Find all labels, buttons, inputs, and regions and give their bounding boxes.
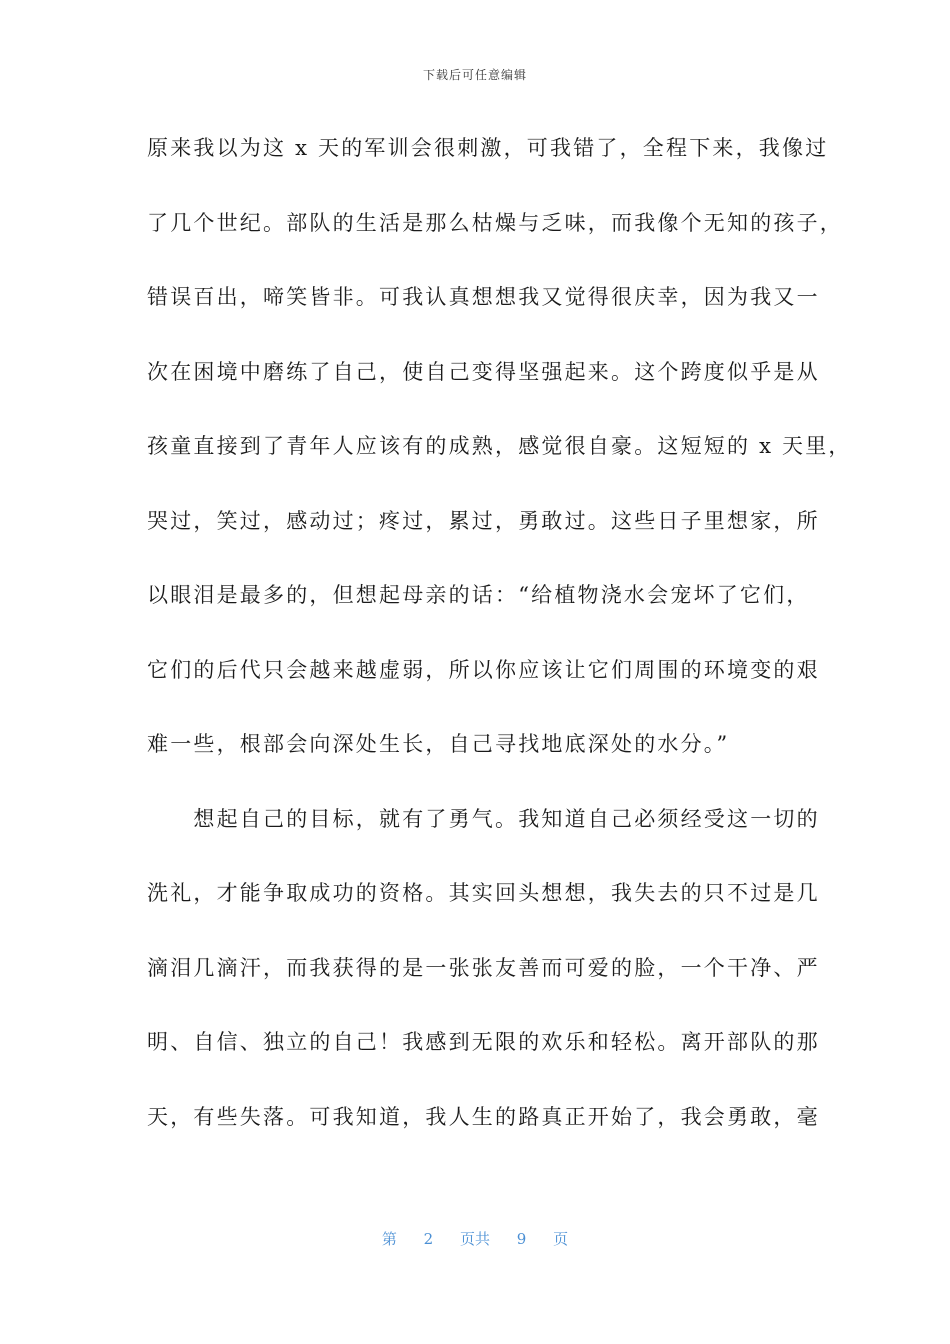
text-line: 天，有些失落。可我知道，我人生的路真正开始了，我会勇敢，毫	[147, 1104, 820, 1129]
text-line: 明、自信、独立的自己！我感到无限的欢乐和轻松。离开部队的那	[147, 1030, 820, 1054]
text-line: 错误百出，啼笑皆非。可我认真想想我又觉得很庆幸，因为我又一	[147, 285, 820, 309]
text-line: 了几个世纪。部队的生活是那么枯燥与乏味，而我像个无知的孩子，	[147, 210, 843, 235]
footer-suffix: 页	[553, 1230, 569, 1248]
text-line: 难一些，根部会向深处生长，自己寻找地底深处的水分。”	[147, 732, 730, 756]
document-body	[147, 128, 852, 1171]
text-line: 哭过，笑过，感动过；疼过，累过，勇敢过。这些日子里想家，所	[147, 508, 820, 533]
page-header: 下载后可任意编辑	[422, 68, 527, 82]
text-line: 想起自己的目标，就有了勇气。我知道自己必须经受这一切的	[147, 806, 820, 831]
text-line: 孩童直接到了青年人应该有的成熟，感觉很自豪。这短短的 x 天里，	[147, 434, 852, 458]
page-footer	[0, 1228, 950, 1249]
text-line: 次在困境中磨练了自己，使自己变得坚强起来。这个跨度似乎是从	[147, 359, 820, 384]
current-page-number: 2	[423, 1230, 434, 1248]
text-line: 滴泪几滴汗，而我获得的是一张张友善而可爱的脸，一个干净、严	[147, 955, 820, 980]
text-line: 洗礼，才能争取成功的资格。其实回头想想，我失去的只不过是几	[147, 881, 820, 905]
text-line: 原来我以为这 x 天的军训会很刺激，可我错了，全程下来，我像过	[147, 136, 829, 160]
footer-middle: 页共	[459, 1230, 490, 1248]
footer-prefix: 第	[381, 1230, 397, 1248]
text-line: 它们的后代只会越来越虚弱，所以你应该让它们周围的环境变的艰	[147, 657, 820, 682]
total-page-count: 9	[516, 1230, 527, 1248]
text-line: 以眼泪是最多的，但想起母亲的话：“给植物浇水会宠坏了它们，	[147, 583, 810, 607]
